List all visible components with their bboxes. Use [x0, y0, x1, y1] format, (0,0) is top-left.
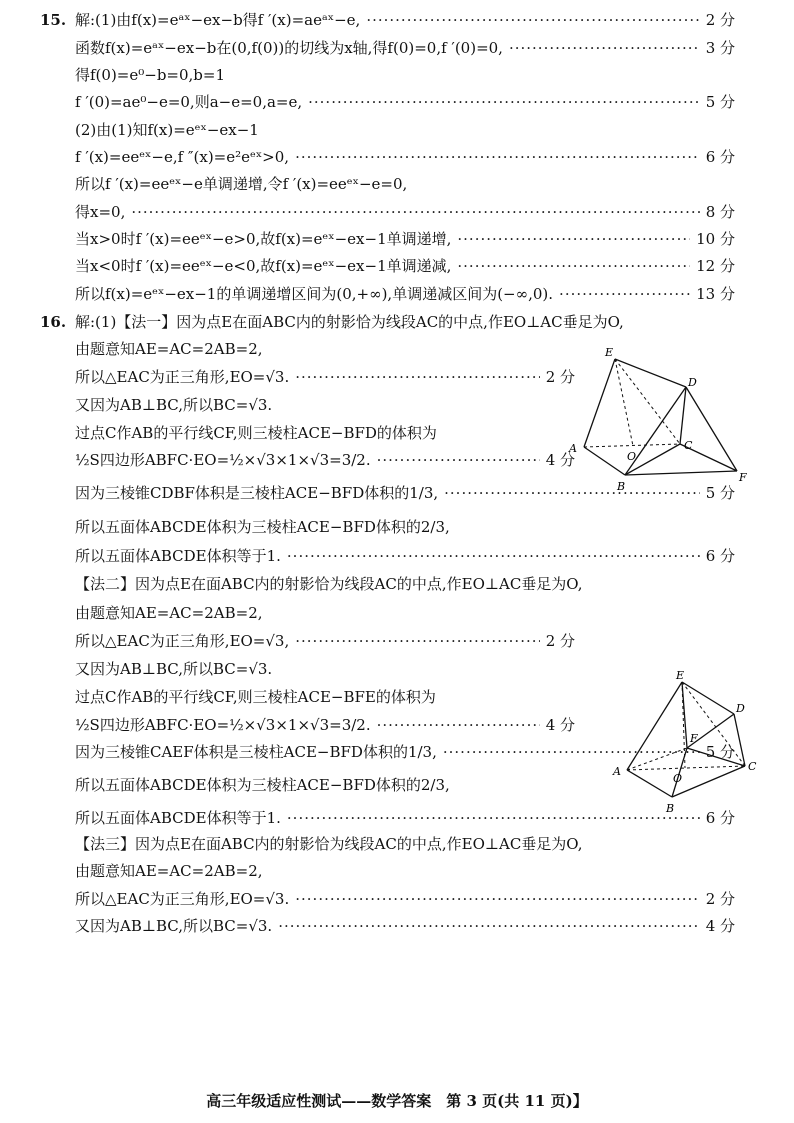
- leader-dots: [377, 448, 540, 472]
- line-text: 解:(1)【法一】因为点E在面ABC内的射影恰为线段AC的中点,作EO⊥AC垂足为O,: [75, 313, 624, 331]
- score-label: 2 分: [545, 632, 575, 650]
- leader-dots: [457, 227, 690, 251]
- line-text: 得f(0)=e⁰−b=0,b=1: [75, 66, 226, 84]
- fig1-label-b: B: [617, 480, 626, 492]
- line-text: (2)由(1)知f(x)=eᵉˣ−ex−1: [75, 121, 259, 139]
- fig2-label-o: O: [673, 772, 683, 785]
- line-text: 当x>0时f ′(x)=eeᵉˣ−e>0,故f(x)=eᵉˣ−ex−1单调递增,: [75, 230, 452, 248]
- leader-dots: [366, 8, 699, 32]
- solution-line: [0, 254, 794, 278]
- solution-line: [0, 36, 794, 60]
- line-text: 由题意知AE=AC=2AB=2,: [75, 604, 263, 622]
- line-text: 过点C作AB的平行线CF,则三棱柱ACE−BFD的体积为: [75, 424, 437, 442]
- line-content: [75, 282, 735, 306]
- line-content: [75, 145, 735, 169]
- leader-dots: [509, 36, 700, 60]
- line-content: [75, 887, 735, 911]
- fig2-label-a: A: [613, 765, 621, 778]
- line-content: [75, 118, 735, 142]
- solution-line: [0, 601, 794, 625]
- leader-dots: [295, 629, 539, 653]
- fig1-label-f: F: [739, 471, 747, 484]
- line-text: f ′(0)=ae⁰−e=0,则a−e=0,a=e,: [75, 93, 303, 111]
- line-content: [75, 365, 575, 389]
- score-label: 6 分: [705, 809, 735, 827]
- leader-dots: [295, 145, 700, 169]
- score-label: 6 分: [705, 148, 735, 166]
- solution-line: [0, 282, 794, 306]
- line-text: 过点C作AB的平行线CF,则三棱柱ACE−BFE的体积为: [75, 688, 436, 706]
- line-content: [75, 90, 735, 114]
- line-content: [75, 310, 735, 334]
- problem-number: 15.: [40, 11, 67, 29]
- fig1-label-a: A: [569, 442, 577, 455]
- line-text: 所以f ′(x)=eeᵉˣ−e单调递增,令f ′(x)=eeᵉˣ−e=0,: [75, 175, 408, 193]
- line-content: [75, 515, 735, 539]
- line-text: 因为三棱锥CDBF体积是三棱柱ACE−BFD体积的1/3,: [75, 484, 439, 502]
- line-content: [75, 227, 735, 251]
- solution-line: [0, 914, 794, 938]
- line-text: 又因为AB⊥BC,所以BC=√3.: [75, 396, 273, 414]
- line-text: 所以五面体ABCDE体积为三棱柱ACE−BFD体积的2/3,: [75, 776, 450, 794]
- solution-line: [0, 90, 794, 114]
- line-content: [75, 63, 735, 87]
- score-label: 13 分: [696, 285, 735, 303]
- leader-dots: [131, 200, 699, 224]
- score-label: 8 分: [705, 203, 735, 221]
- score-label: 4 分: [545, 451, 575, 469]
- fig1-label-e: E: [605, 346, 614, 359]
- line-text: 【法二】因为点E在面ABC内的射影恰为线段AC的中点,作EO⊥AC垂足为O,: [75, 575, 583, 593]
- fig1-label-o: O: [627, 450, 637, 463]
- score-label: 12 分: [696, 257, 735, 275]
- line-text: 【法三】因为点E在面ABC内的射影恰为线段AC的中点,作EO⊥AC垂足为O,: [75, 835, 583, 853]
- score-label: 5 分: [705, 93, 735, 111]
- solution-line: [0, 145, 794, 169]
- solution-line: [0, 572, 794, 596]
- line-text: 又因为AB⊥BC,所以BC=√3.: [75, 917, 273, 935]
- figure-pentahedron-2: [610, 668, 760, 818]
- solution-line: [0, 118, 794, 142]
- score-label: 6 分: [705, 547, 735, 565]
- line-text: 所以△EAC为正三角形,EO=√3.: [75, 368, 290, 386]
- fig2-label-e: E: [676, 669, 685, 682]
- score-label: 4 分: [545, 716, 575, 734]
- solution-line: [0, 859, 794, 883]
- fig1-label-c: C: [684, 439, 693, 452]
- score-label: 2 分: [705, 890, 735, 908]
- line-content: [75, 448, 575, 472]
- score-label: 4 分: [705, 917, 735, 935]
- line-content: [75, 713, 575, 737]
- line-content: [75, 36, 735, 60]
- line-text: 又因为AB⊥BC,所以BC=√3.: [75, 660, 273, 678]
- leader-dots: [308, 90, 700, 114]
- solution-line: [0, 8, 794, 32]
- line-text: ½S四边形ABFC·EO=½×√3×1×√3=3/2.: [75, 451, 371, 469]
- fig2-label-b: B: [666, 802, 675, 815]
- score-label: 10 分: [696, 230, 735, 248]
- score-label: 2 分: [545, 368, 575, 386]
- score-label: 5 分: [705, 484, 735, 502]
- solution-line: [0, 544, 794, 568]
- line-content: [75, 859, 735, 883]
- line-text: 解:(1)由f(x)=eᵃˣ−ex−b得f ′(x)=aeᵃˣ−e,: [75, 11, 361, 29]
- line-content: [75, 200, 735, 224]
- solution-line: [0, 63, 794, 87]
- line-text: 所以f(x)=eᵉˣ−ex−1的单调递增区间为(0,+∞),单调递减区间为(−∞,0).: [75, 285, 554, 303]
- leader-dots: [457, 254, 690, 278]
- line-content: [75, 629, 575, 653]
- fig1-label-d: D: [688, 376, 697, 389]
- line-text: 因为三棱锥CAEF体积是三棱柱ACE−BFD体积的1/3,: [75, 743, 437, 761]
- line-content: [75, 601, 735, 625]
- line-text: 当x<0时f ′(x)=eeᵉˣ−e<0,故f(x)=eᵉˣ−ex−1单调递减,: [75, 257, 452, 275]
- score-label: 3 分: [705, 39, 735, 57]
- figure-pentahedron-1: [565, 342, 765, 492]
- problem-number: 16.: [40, 313, 67, 331]
- leader-dots: [295, 887, 699, 911]
- line-content: [75, 254, 735, 278]
- line-text: f ′(x)=eeᵉˣ−e,f ″(x)=e²eᵉˣ>0,: [75, 148, 290, 166]
- score-label: 5 分: [705, 743, 735, 761]
- line-text: 所以五面体ABCDE体积等于1.: [75, 547, 281, 565]
- solution-line: [0, 515, 794, 539]
- leader-dots: [278, 914, 699, 938]
- line-text: 由题意知AE=AC=2AB=2,: [75, 340, 263, 358]
- solution-line: [0, 172, 794, 196]
- leader-dots: [559, 282, 690, 306]
- line-content: [75, 544, 735, 568]
- fig2-label-f: F: [690, 732, 698, 745]
- line-text: 所以△EAC为正三角形,EO=√3,: [75, 632, 290, 650]
- line-text: 函数f(x)=eᵃˣ−ex−b在(0,f(0))的切线为x轴,得f(0)=0,f ′(0)=0,: [75, 39, 503, 57]
- fig2-label-c: C: [748, 760, 757, 773]
- page-footer: 高三年级适应性测试——数学答案 第 3 页(共 11 页)】: [206, 1092, 588, 1110]
- line-content: [75, 172, 735, 196]
- leader-dots: [295, 365, 539, 389]
- line-content: [75, 914, 735, 938]
- solution-line: [0, 227, 794, 251]
- solution-line: [0, 887, 794, 911]
- leader-dots: [287, 544, 700, 568]
- solution-line: [0, 310, 794, 334]
- score-label: 2 分: [705, 11, 735, 29]
- line-content: [75, 8, 735, 32]
- fig2-label-d: D: [736, 702, 745, 715]
- line-text: 所以△EAC为正三角形,EO=√3.: [75, 890, 290, 908]
- line-content: [75, 832, 735, 856]
- line-text: 所以五面体ABCDE体积等于1.: [75, 809, 281, 827]
- line-text: 所以五面体ABCDE体积为三棱柱ACE−BFD体积的2/3,: [75, 518, 450, 536]
- solution-line: [0, 629, 794, 653]
- solution-line: [0, 832, 794, 856]
- leader-dots: [377, 713, 540, 737]
- line-text: 由题意知AE=AC=2AB=2,: [75, 862, 263, 880]
- solution-line: [0, 200, 794, 224]
- line-content: [75, 572, 735, 596]
- line-text: ½S四边形ABFC·EO=½×√3×1×√3=3/2.: [75, 716, 371, 734]
- line-text: 得x=0,: [75, 203, 126, 221]
